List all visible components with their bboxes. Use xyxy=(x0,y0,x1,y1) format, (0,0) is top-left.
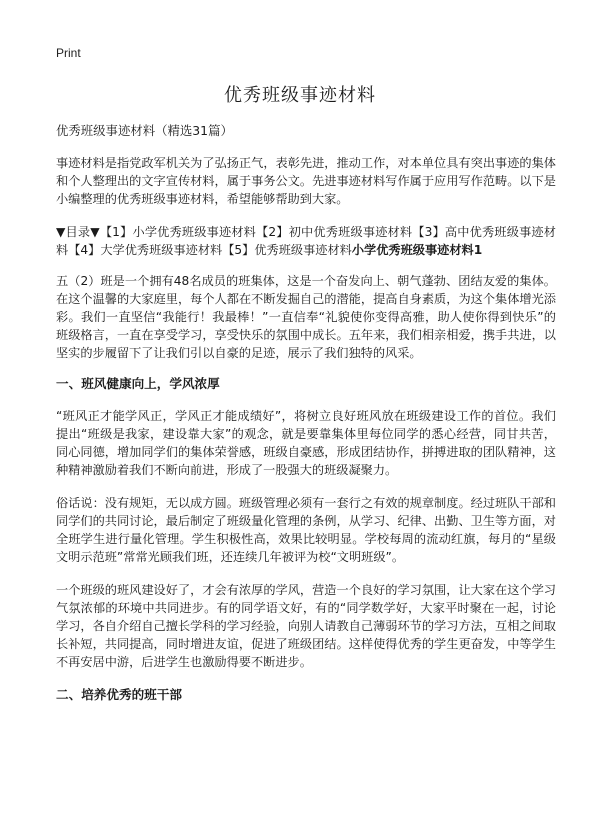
intro-paragraph: 事迹材料是指党政军机关为了弘扬正气，表彰先进，推动工作，对本单位具有突出事迹的集体和个人整理出的文字宣传材料，属于事务公文。先进事迹材料写作属于应用写作范畴。以下是小编整理的优秀班级事迹材料，希望能够帮助到大家。 xyxy=(56,156,556,206)
document-subtitle: 优秀班级事迹材料（精选31篇） xyxy=(56,123,233,138)
paragraph-study-atmosphere: 一个班级的班风建设好了，才会有浓厚的学风，营造一个良好的学习氛围，让大家在这个学习气氛浓郁的环境中共同进步。有的同学语文好，有的“同学数学好，大家平时聚在一起，讨论学习，各自介绍自己擅长学科的学习经验，向别人请教自己薄弱环节的学习方法，互相之间取长补短，共同提高，同时增进友谊，促进了班级团结。这样使得优秀的学生更奋发，中等学生不再安居中游，后进学生也激励得要不断进步。 xyxy=(56,583,556,669)
toc-link-1[interactable]: 【1】小学优秀班级事迹材料 xyxy=(99,225,257,239)
print-link[interactable]: Print xyxy=(56,46,81,60)
toc-link-5[interactable]: 【5】优秀班级事迹材料 xyxy=(222,243,352,257)
table-of-contents xyxy=(56,223,556,259)
section-heading-2: 二、培养优秀的班干部 xyxy=(56,687,182,702)
document-body xyxy=(56,122,556,718)
section-heading-1: 一、班风健康向上，学风浓厚 xyxy=(56,376,220,391)
paragraph-class-intro: 五（2）班是一个拥有48名成员的班集体，这是一个奋发向上、朝气蓬勃、团结友爱的集体。在这个温馨的大家庭里，每个人都在不断发掘自己的潜能，提高自身素质，为这个集体增光添彩。我们一直坚信“我能行！我最棒！”一直信奉“礼貌使你变得高雅，助人使你得到快乐”的班级格言，一直在享受学习，享受快乐的氛围中成长。五年来，我们相亲相爱，携手共进，以坚实的步履留下了让我们引以自豪的足迹，展示了我们独特的风采。 xyxy=(56,274,556,360)
toc-prefix: ▼目录▼ xyxy=(56,225,100,239)
toc-link-4[interactable]: 【4】大学优秀班级事迹材料 xyxy=(68,243,223,257)
toc-link-3[interactable]: 【3】高中优秀班级事迹材料 xyxy=(56,225,556,257)
paragraph-class-spirit: “班风正才能学风正，学风正才能成绩好”，将树立良好班风放在班级建设工作的首位。我们提出“班级是我家，建设靠大家”的观念，就是要靠集体里每位同学的悉心经营，同甘共苦，同心同德，增加同学们的集体荣誉感，班级自豪感，形成团结协作，拼搏进取的团队精神，这种精神激励着我们不断向前进，形成了一股强大的班级凝聚力。 xyxy=(56,409,556,477)
page-title: 优秀班级事迹材料 xyxy=(224,85,376,106)
paragraph-class-rules: 俗话说：没有规矩，无以成方圆。班级管理必须有一套行之有效的规章制度。经过班队干部和同学们的共同讨论，最后制定了班级量化管理的条例，从学习、纪律、出勤、卫生等方面，对全班学生进行量化管理。学生积极性高，效果比较明显。学校每周的流动红旗，每月的“星级文明示范班”常常光顾我们班，还连续几年被评为校“文明班级”。 xyxy=(56,496,556,564)
toc-link-2[interactable]: 【2】初中优秀班级事迹材料 xyxy=(256,225,413,239)
toc-current-section: 小学优秀班级事迹材料1 xyxy=(351,243,483,257)
